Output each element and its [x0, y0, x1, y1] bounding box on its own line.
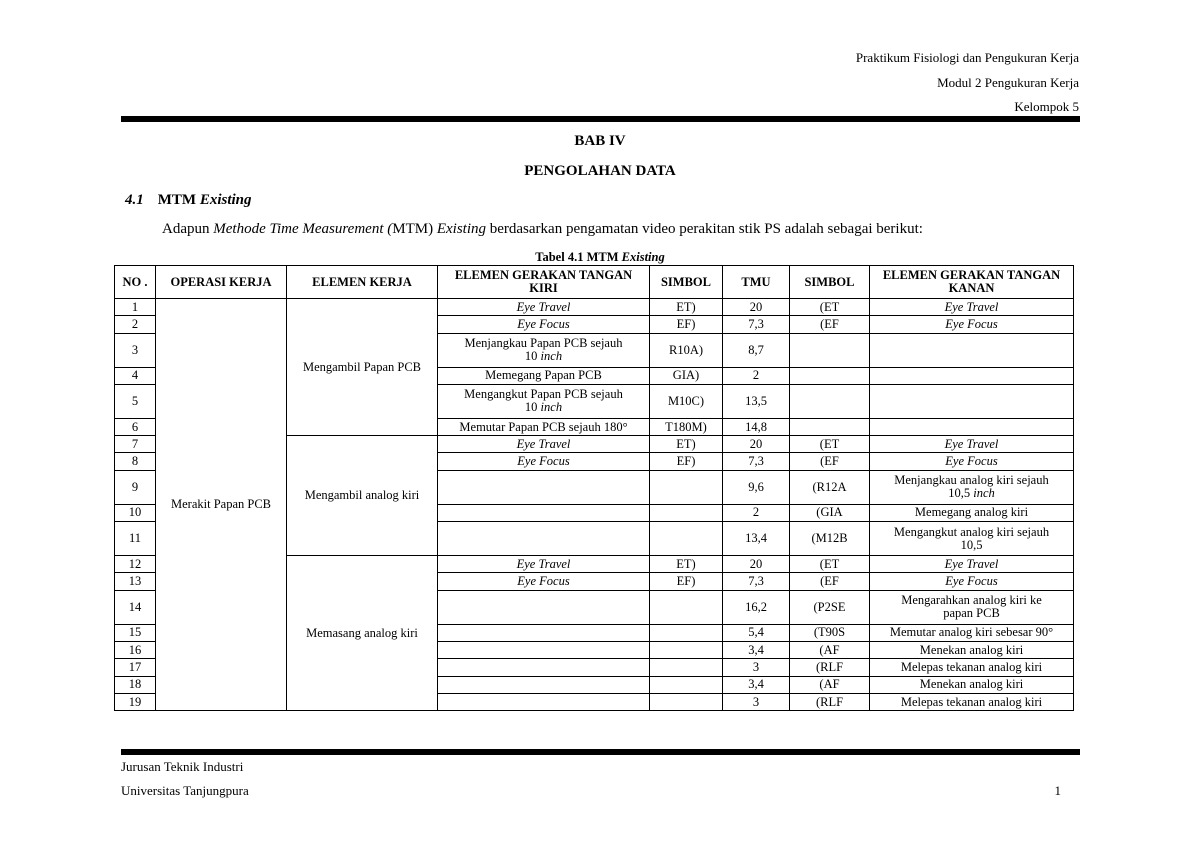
left-symbol-cell — [650, 676, 723, 693]
left-hand-cell — [438, 522, 650, 556]
row-number: 7 — [115, 436, 156, 453]
right-hand-cell-unit: inch — [973, 486, 995, 501]
right-symbol-cell: (ET — [790, 556, 870, 573]
right-hand-cell — [870, 590, 1074, 624]
left-hand-cell: Eye Focus — [438, 453, 650, 470]
tmu-cell: 7,3 — [723, 573, 790, 590]
row-number: 8 — [115, 453, 156, 470]
right-symbol-cell: (EF — [790, 453, 870, 470]
row-number: 4 — [115, 367, 156, 384]
left-symbol-cell: GIA) — [650, 367, 723, 384]
left-symbol-cell — [650, 522, 723, 556]
tmu-cell: 7,3 — [723, 453, 790, 470]
row-number: 14 — [115, 590, 156, 624]
row-number: 5 — [115, 384, 156, 418]
right-hand-cell — [870, 367, 1074, 384]
right-symbol-cell: (RLF — [790, 693, 870, 710]
row-number: 19 — [115, 693, 156, 710]
mtm-table — [114, 265, 1074, 711]
left-hand-cell: Eye Travel — [438, 436, 650, 453]
row-number: 18 — [115, 676, 156, 693]
row-number: 2 — [115, 316, 156, 333]
right-symbol-cell: (ET — [790, 299, 870, 316]
elemen-cell: Mengambil Papan PCB — [287, 299, 438, 436]
chapter-number: BAB IV — [574, 133, 626, 149]
right-hand-cell: Memutar analog kiri sebesar 90° — [870, 624, 1074, 641]
header-rule — [121, 116, 1080, 122]
right-hand-cell: Eye Focus — [870, 316, 1074, 333]
table-header-row — [115, 266, 1074, 299]
tmu-cell: 3,4 — [723, 641, 790, 658]
left-hand-cell: Memutar Papan PCB sejauh 180° — [438, 418, 650, 435]
right-symbol-cell: (ET — [790, 436, 870, 453]
left-symbol-cell — [650, 504, 723, 521]
tmu-cell: 16,2 — [723, 590, 790, 624]
right-hand-cell — [870, 470, 1074, 504]
chapter-title: PENGOLAHAN DATA — [524, 163, 676, 179]
left-hand-cell-unit: inch — [540, 349, 563, 364]
header-kiri: ELEMEN GERAKAN TANGAN KIRI — [438, 266, 650, 299]
tmu-cell: 3,4 — [723, 676, 790, 693]
left-hand-cell — [438, 641, 650, 658]
header-elemen: ELEMEN KERJA — [287, 266, 438, 299]
right-symbol-cell — [790, 333, 870, 367]
header-course: Praktikum Fisiologi dan Pengukuran Kerja — [855, 50, 1079, 65]
left-symbol-cell: R10A) — [650, 333, 723, 367]
tmu-cell: 2 — [723, 367, 790, 384]
left-hand-cell — [438, 590, 650, 624]
left-hand-cell — [438, 384, 650, 418]
left-symbol-cell — [650, 624, 723, 641]
left-symbol-cell: T180M) — [650, 418, 723, 435]
table-caption: Tabel 4.1 MTM Existing — [535, 250, 665, 264]
right-symbol-cell: (EF — [790, 573, 870, 590]
tmu-cell: 3 — [723, 693, 790, 710]
left-hand-cell — [438, 676, 650, 693]
right-symbol-cell: (AF — [790, 676, 870, 693]
tmu-cell: 3 — [723, 659, 790, 676]
right-symbol-cell: (EF — [790, 316, 870, 333]
right-hand-cell-line2: 10,5 — [960, 537, 983, 552]
section-heading — [125, 192, 252, 209]
tmu-cell: 7,3 — [723, 316, 790, 333]
tmu-cell: 20 — [723, 436, 790, 453]
left-hand-cell-line2: 10 — [524, 400, 541, 415]
left-hand-cell: Eye Travel — [438, 556, 650, 573]
row-number: 6 — [115, 418, 156, 435]
right-hand-cell: Eye Travel — [870, 436, 1074, 453]
tmu-cell: 20 — [723, 556, 790, 573]
right-hand-cell: Melepas tekanan analog kiri — [870, 693, 1074, 710]
row-number: 10 — [115, 504, 156, 521]
left-symbol-cell: M10C) — [650, 384, 723, 418]
elemen-cell: Memasang analog kiri — [287, 556, 438, 711]
elemen-cell: Mengambil analog kiri — [287, 436, 438, 556]
left-hand-cell: Eye Travel — [438, 299, 650, 316]
tmu-cell: 8,7 — [723, 333, 790, 367]
right-symbol-cell — [790, 384, 870, 418]
tmu-cell: 20 — [723, 299, 790, 316]
left-symbol-cell — [650, 641, 723, 658]
row-number: 1 — [115, 299, 156, 316]
footer-department: Jurusan Teknik Industri — [121, 759, 244, 774]
right-hand-cell-line1: Mengangkut analog kiri sejauh — [893, 524, 1050, 539]
right-hand-cell: Eye Travel — [870, 556, 1074, 573]
left-hand-cell — [438, 470, 650, 504]
right-symbol-cell: (GIA — [790, 504, 870, 521]
left-hand-cell-line1: Mengangkut Papan PCB sejauh — [464, 387, 623, 402]
tmu-cell: 13,5 — [723, 384, 790, 418]
right-hand-cell-line2: papan PCB — [943, 606, 1000, 621]
left-symbol-cell — [650, 590, 723, 624]
right-hand-cell — [870, 418, 1074, 435]
left-hand-cell-line2: 10 — [524, 349, 541, 364]
row-number: 3 — [115, 333, 156, 367]
tmu-cell: 13,4 — [723, 522, 790, 556]
left-symbol-cell — [650, 659, 723, 676]
header-simbol-kiri: SIMBOL — [650, 266, 723, 299]
right-hand-cell: Eye Focus — [870, 453, 1074, 470]
left-symbol-cell: EF) — [650, 573, 723, 590]
header-module: Modul 2 Pengukuran Kerja — [937, 75, 1079, 90]
right-hand-cell-line1: Menjangkau analog kiri sejauh — [894, 473, 1049, 488]
right-hand-cell — [870, 384, 1074, 418]
right-symbol-cell: (M12B — [790, 522, 870, 556]
right-hand-cell — [870, 333, 1074, 367]
right-hand-cell: Melepas tekanan analog kiri — [870, 659, 1074, 676]
right-symbol-cell: (R12A — [790, 470, 870, 504]
row-number: 13 — [115, 573, 156, 590]
header-tmu: TMU — [723, 266, 790, 299]
right-hand-cell: Menekan analog kiri — [870, 676, 1074, 693]
row-number: 15 — [115, 624, 156, 641]
section-number: 4.1 — [125, 192, 144, 208]
tmu-cell: 14,8 — [723, 418, 790, 435]
left-hand-cell-line1: Menjangkau Papan PCB sejauh — [464, 336, 623, 351]
left-symbol-cell — [650, 470, 723, 504]
right-hand-cell: Eye Focus — [870, 573, 1074, 590]
intro-paragraph: Adapun Methode Time Measurement (MTM) Existing berdasarkan pengamatan video perakitan stik PS adalah sebagai berikut: — [162, 221, 923, 237]
tmu-cell: 2 — [723, 504, 790, 521]
left-symbol-cell: ET) — [650, 299, 723, 316]
header-simbol-kanan: SIMBOL — [790, 266, 870, 299]
tmu-cell: 9,6 — [723, 470, 790, 504]
row-number: 9 — [115, 470, 156, 504]
header-kanan: ELEMEN GERAKAN TANGAN KANAN — [870, 266, 1074, 299]
left-hand-cell: Eye Focus — [438, 316, 650, 333]
right-hand-cell: Menekan analog kiri — [870, 641, 1074, 658]
left-hand-cell — [438, 504, 650, 521]
table-row — [115, 299, 1074, 316]
row-number: 12 — [115, 556, 156, 573]
left-hand-cell — [438, 333, 650, 367]
row-number: 17 — [115, 659, 156, 676]
left-hand-cell-unit: inch — [540, 400, 563, 415]
header-group: Kelompok 5 — [1014, 99, 1079, 114]
right-hand-cell — [870, 522, 1074, 556]
header-operasi: OPERASI KERJA — [156, 266, 287, 299]
footer-university: Universitas Tanjungpura — [121, 783, 249, 798]
right-hand-cell-line2: 10,5 — [948, 486, 974, 501]
right-symbol-cell: (AF — [790, 641, 870, 658]
left-symbol-cell: ET) — [650, 436, 723, 453]
footer-rule — [121, 749, 1080, 755]
right-hand-cell: Memegang analog kiri — [870, 504, 1074, 521]
left-hand-cell: Memegang Papan PCB — [438, 367, 650, 384]
right-hand-cell: Eye Travel — [870, 299, 1074, 316]
tmu-cell: 5,4 — [723, 624, 790, 641]
right-symbol-cell: (RLF — [790, 659, 870, 676]
page-number: 1 — [1054, 783, 1061, 798]
left-hand-cell: Eye Focus — [438, 573, 650, 590]
left-symbol-cell: ET) — [650, 556, 723, 573]
right-hand-cell-line1: Mengarahkan analog kiri ke — [901, 593, 1042, 608]
left-hand-cell — [438, 693, 650, 710]
right-symbol-cell: (T90S — [790, 624, 870, 641]
row-number: 11 — [115, 522, 156, 556]
left-symbol-cell — [650, 693, 723, 710]
operasi-cell: Merakit Papan PCB — [156, 299, 287, 711]
section-title: MTM Existing — [157, 192, 252, 208]
right-symbol-cell — [790, 367, 870, 384]
left-symbol-cell: EF) — [650, 316, 723, 333]
right-symbol-cell: (P2SE — [790, 590, 870, 624]
header-no: NO . — [115, 266, 156, 299]
row-number: 16 — [115, 641, 156, 658]
left-hand-cell — [438, 624, 650, 641]
right-symbol-cell — [790, 418, 870, 435]
left-symbol-cell: EF) — [650, 453, 723, 470]
left-hand-cell — [438, 659, 650, 676]
